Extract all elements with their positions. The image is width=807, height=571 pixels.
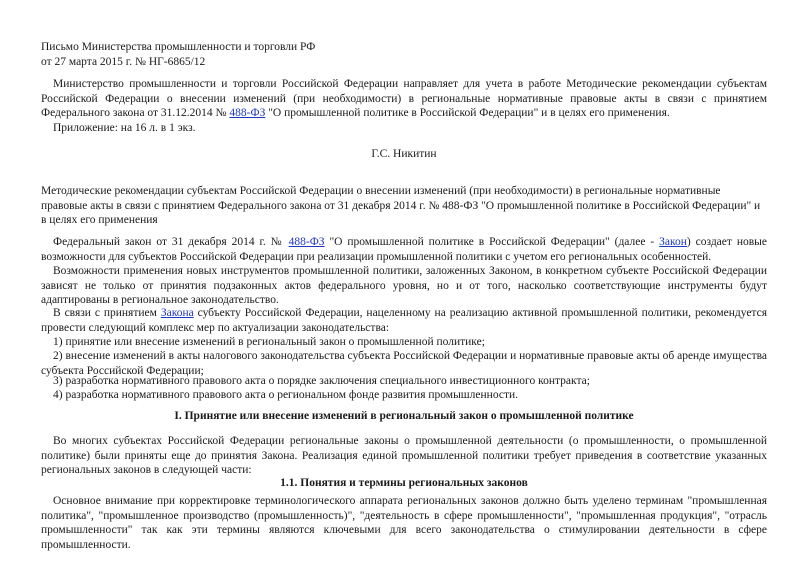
body-paragraph-3: В связи с принятием Закона субъекту Российской Федерации, нацеленному на реализацию активной промышленной политики, рекомендуется провести следующий комплекс мер по актуализации законодательства: [41,307,767,334]
list-item-2: 2) внесение изменений в акты налогового законодательства субъекта Российской Федерации и нормативные правовые акты об аренде имущества субъекта Российской Федерации; [41,350,767,377]
document-title: Методические рекомендации субъектам Российской Федерации о внесении изменений (при необходимости) в региональные нормативные правовые акты в связи с принятием Федерального закона от 31 декабря 2014 г. № 488-ФЗ "О промышленной политике в Российской Федерации" и в целях его применения [41,185,761,226]
attachment-note: Приложение: на 16 л. в 1 экз. [53,122,196,134]
body-paragraph-2: Возможности применения новых инструментов промышленной политики, заложенных Законом, в конкретном субъекте Российской Федерации зависят не только от принятия подзаконных актов федерального уровня, но и от того, насколько соответствующие инструменты будут адаптированы в региональное законодательство. [41,265,767,306]
law-link-zakona[interactable]: Закона [160,307,194,319]
law-link-488-body[interactable]: 488-ФЗ [288,236,325,248]
header-date-number: от 27 марта 2015 г. № НГ-6865/12 [41,55,206,68]
section-1-title: I. Принятие или внесение изменений в региональный закон о промышленной политике [174,410,634,422]
signature: Г.С. Никитин [371,148,437,160]
list-item-3: 3) разработка нормативного правового акта о порядке заключения специального инвестиционного контракта; [53,375,590,387]
header-title: Письмо Министерства промышленности и торговли РФ [41,41,316,53]
law-link-zakon[interactable]: Закон [659,236,687,248]
letter-header [41,40,767,69]
letter-paragraph: Министерство промышленности и торговли Российской Федерации направляет для учета в работе Методические рекомендации субъектам Российской Федерации о внесении изменений (при необходимости) в региональные нормативные правовые акты в связи с принятием Федерального закона от 31.12.2014 № 488-ФЗ "О промышленной политике в Российской Федерации" и в целях его применения. [41,78,767,119]
subsection-1-1-title: 1.1. Понятия и термины региональных законов [280,477,528,489]
subsection-1-1-paragraph: Основное внимание при корректировке терминологического аппарата региональных законов должно быть уделено терминам "промышленная политика", "промышленное производство (промышленность)", "деятельность в сфере промышленности", "промышленная продукция", "отрасль промышленности" так как эти термины являются ключевыми для всего законодательства о стимулировании деятельности в сфере промышленности. [41,495,767,551]
law-link-488[interactable]: 488-ФЗ [229,107,266,119]
section-1-paragraph: Во многих субъектах Российской Федерации региональные законы о промышленной деятельности (о промышленности, о промышленной политике) были приняты еще до принятия Закона. Реализация единой промышленной политики требует приведения в соответствие указанных региональных законов в следующей части: [41,435,767,476]
body-paragraph-1: Федеральный закон от 31 декабря 2014 г. № 488-ФЗ "О промышленной политике в Российской Федерации" (далее - Закон) создает новые возможности для субъектов Российской Федерации при реализации промышленной политики с учетом его региональных особенностей. [41,236,767,263]
list-item-1: 1) принятие или внесение изменений в региональный закон о промышленной политике; [53,336,485,348]
list-item-4: 4) разработка нормативного правового акта о региональном фонде развития промышленности. [53,389,519,401]
